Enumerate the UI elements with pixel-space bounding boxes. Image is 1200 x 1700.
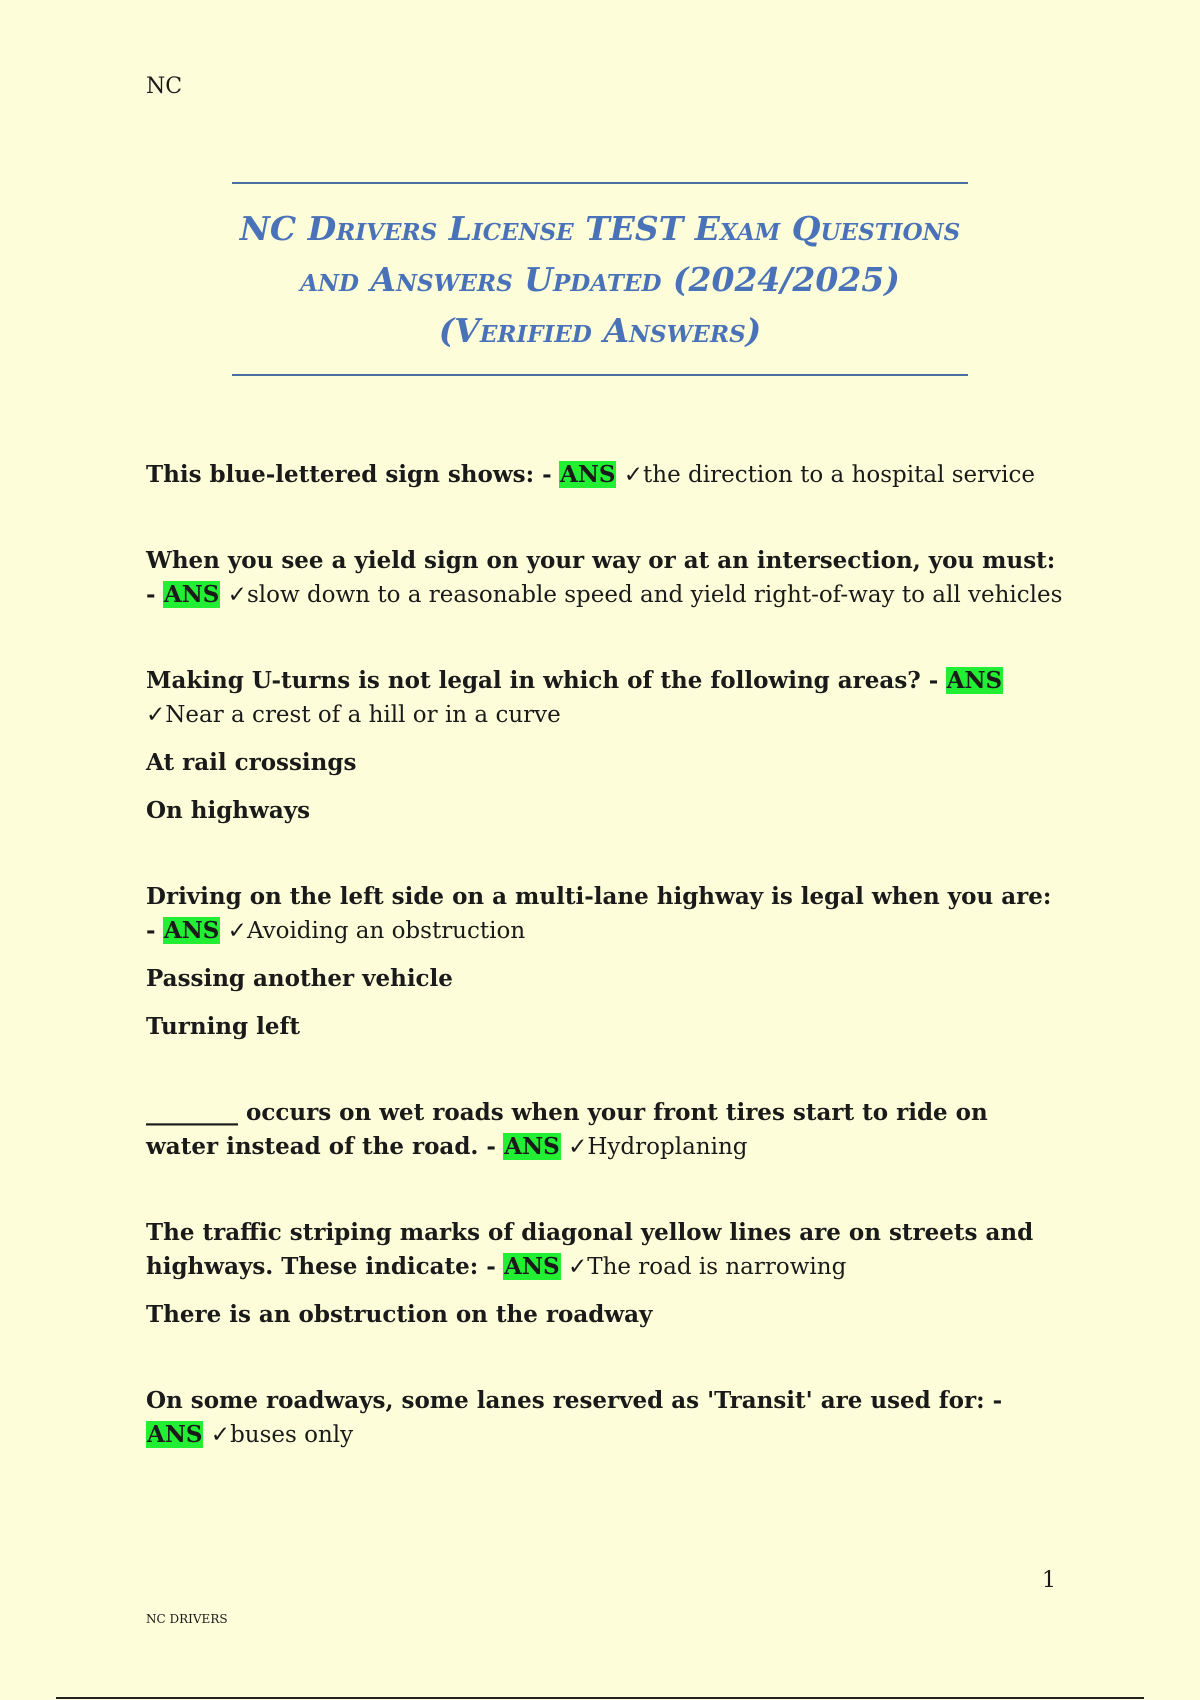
title-line: NC Drivers License TEST Exam Questions	[239, 208, 961, 248]
qa-paragraph	[146, 1216, 1066, 1284]
question-text: This blue-lettered sign shows: -	[146, 461, 552, 488]
qa-paragraph	[146, 1384, 1066, 1452]
check-icon: ✓	[146, 702, 166, 728]
answer-text: buses only	[230, 1422, 354, 1448]
option-text: Turning left	[146, 1013, 301, 1040]
qa-item	[146, 458, 1066, 492]
check-icon: ✓	[227, 918, 247, 944]
document-title	[232, 182, 968, 376]
option-text: At rail crossings	[146, 749, 357, 776]
page-number: 1	[1042, 1568, 1056, 1593]
question-text: ________ occurs on wet roads when your front tires start to ride on water instead of the road. -	[146, 1099, 988, 1160]
answer-text: The road is narrowing	[587, 1254, 847, 1280]
option-text: There is an obstruction on the roadway	[146, 1301, 653, 1328]
qa-item	[146, 1096, 1066, 1164]
footer-text: NC DRIVERS	[146, 1612, 228, 1626]
ans-highlight: ANS	[163, 917, 220, 944]
question-text: Driving on the left side on a multi-lane highway is legal when you are: -	[146, 883, 1052, 944]
answer-text: the direction to a hospital service	[643, 462, 1036, 488]
option-text: Passing another vehicle	[146, 965, 453, 992]
ans-highlight: ANS	[504, 1133, 560, 1160]
qa-item	[146, 664, 1066, 828]
qa-paragraph	[146, 1096, 1066, 1164]
qa-paragraph	[146, 880, 1066, 948]
ans-highlight: ANS	[163, 581, 220, 608]
qa-paragraph	[146, 544, 1066, 612]
question-text: On some roadways, some lanes reserved as 'Transit' are used for: -	[146, 1387, 1003, 1414]
answer-text: Hydroplaning	[587, 1134, 748, 1160]
option-text: On highways	[146, 797, 311, 824]
header-text: NC	[146, 74, 183, 99]
check-icon: ✓	[623, 462, 644, 488]
qa-item	[146, 1384, 1066, 1452]
qa-item	[146, 880, 1066, 1044]
ans-highlight: ANS	[504, 1253, 560, 1280]
qa-paragraph	[146, 458, 1066, 492]
question-text: When you see a yield sign on your way or at an intersection, you must: -	[146, 547, 1056, 608]
check-icon: ✓	[227, 582, 247, 608]
ans-highlight: ANS	[946, 667, 1003, 694]
qa-list	[146, 458, 1066, 1504]
check-icon: ✓	[210, 1422, 231, 1448]
qa-item	[146, 544, 1066, 612]
ans-highlight: ANS	[559, 461, 616, 488]
check-icon: ✓	[568, 1134, 588, 1160]
check-icon: ✓	[567, 1254, 588, 1280]
answer-text: Near a crest of a hill or in a curve	[165, 702, 561, 728]
title-line: and Answers Updated (2024/2025)	[300, 259, 900, 299]
qa-item	[146, 1216, 1066, 1332]
footer-rule	[56, 1697, 1144, 1699]
answer-text: Avoiding an obstruction	[246, 918, 526, 944]
question-text: The traffic striping marks of diagonal yellow lines are on streets and highways. These indicate: -	[146, 1219, 1034, 1280]
question-text: Making U-turns is not legal in which of the following areas? -	[146, 667, 939, 694]
qa-paragraph	[146, 664, 1066, 732]
title-line: (Verified Answers)	[438, 310, 762, 350]
ans-highlight: ANS	[147, 1421, 203, 1448]
answer-text: slow down to a reasonable speed and yield right-of-way to all vehicles	[246, 582, 1063, 608]
